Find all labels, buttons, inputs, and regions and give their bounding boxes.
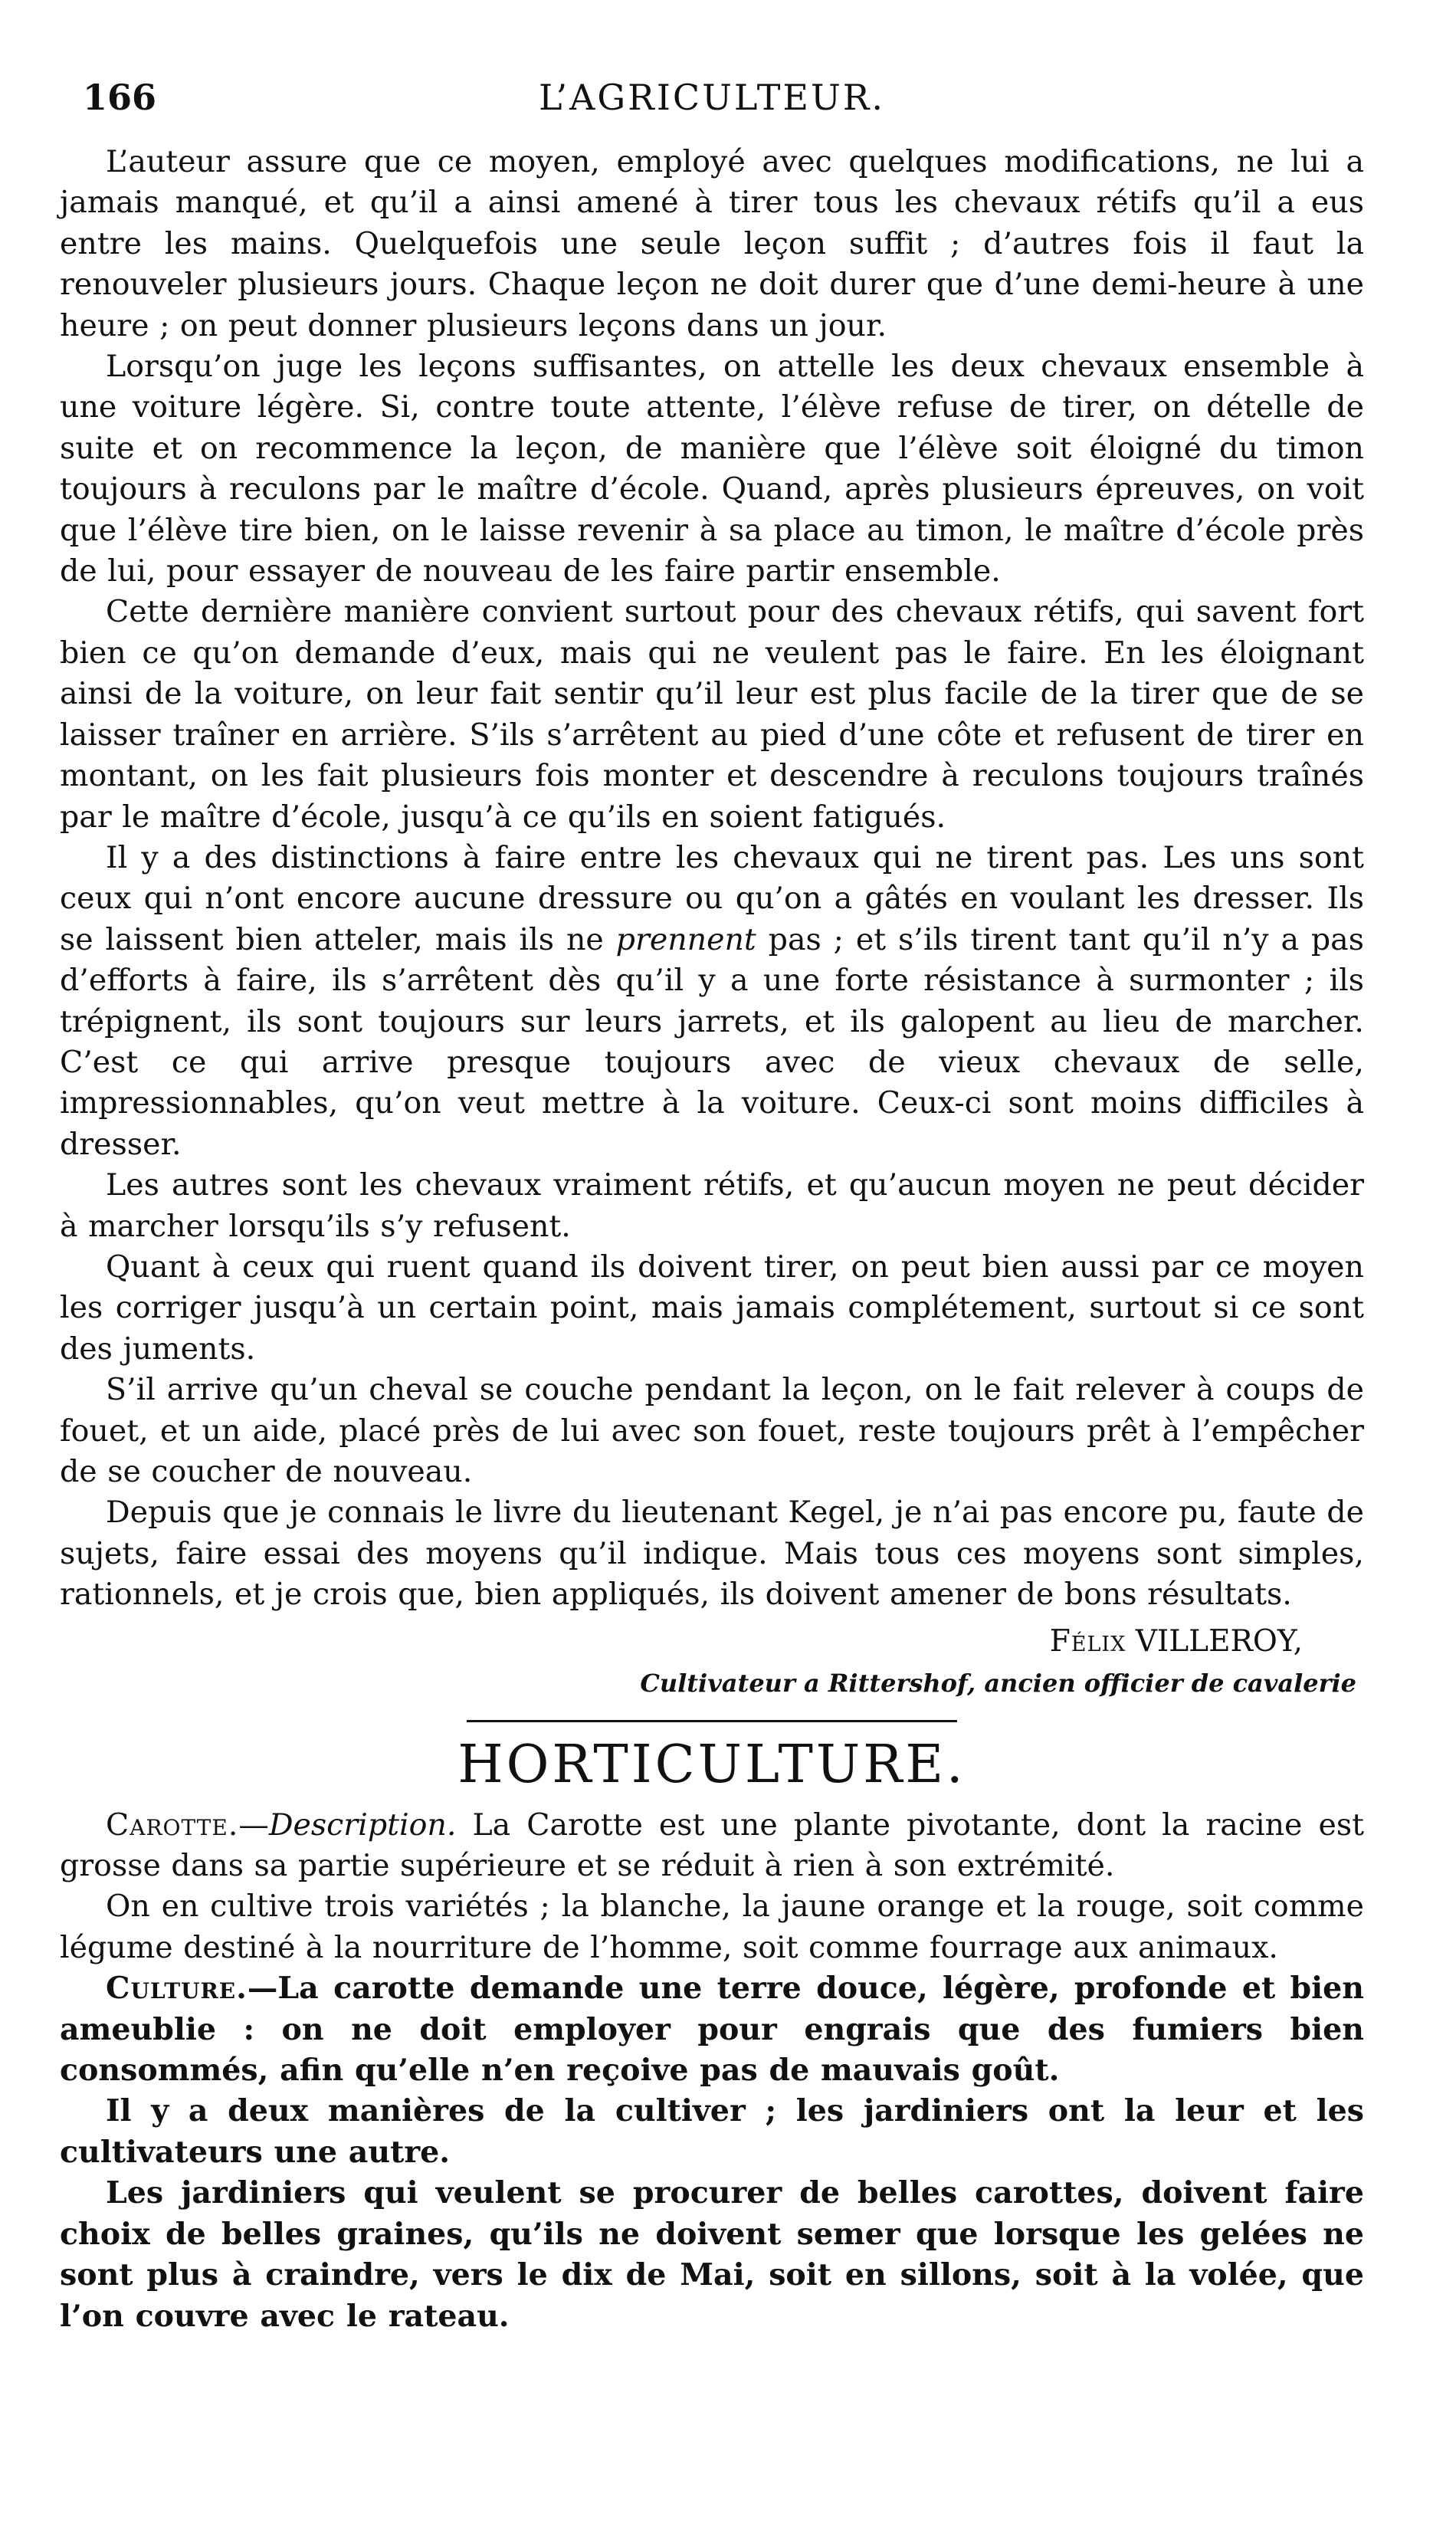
author-signature <box>60 1620 1364 1663</box>
paragraph-truly-restive: Les autres sont les chevaux vraiment rétifs, et qu’aucun moyen ne peut décider à marcher lorsqu’ils s’y refusent. <box>60 1167 1364 1244</box>
distinctions-text-b: pas ; et s’ils tirent tant qu’il n’y a pas d’efforts à faire, ils s’arrêtent dès qu’il y a une forte résistance à surmonter ; ils trépignent, ils sont toujours sur leurs jarrets, et ils galopent au lieu de marcher. C’est ce qui arrive presque toujours avec de vieux chevaux de selle, impressionnables, qu’on veut mettre à la voiture. Ceux-ci sont moins difficiles à dresser. <box>60 921 1364 1162</box>
paragraph-method-result: L’auteur assure que ce moyen, employé avec quelques modifications, ne lui a jamais manqué, et qu’il a ainsi amené à tirer tous les chevaux rétifs qu’il a eus entre les mains. Quelquefois une seule leçon suffit ; d’autres fois il faut la renouveler plusieurs jours. Chaque leçon ne doit durer que d’une demi-heure à une heure ; on peut donner plusieurs leçons dans un jour. <box>60 144 1364 343</box>
culture-text: —La carotte demande une terre douce, légère, profonde et bien ameublie : on ne doit employer pour engrais que des fumiers bien consommés, afin qu’elle n’en reçoive pas de mauvais goût. <box>60 1971 1364 2089</box>
author-affiliation: Cultivateur a Rittershof, ancien officier de cavalerie <box>640 1668 1356 1698</box>
paragraph-gardeners: Les jardiniers qui veulent se procurer de belles carottes, doivent faire choix de belles graines, qu’ils ne doivent semer que lorsque les gelées ne sont plus à craindre, vers le dix de Mai, soit en sillons, soit à la volée, que l’on couvre avec le rateau. <box>60 2175 1364 2334</box>
paragraph-harnessing: Lorsqu’on juge les leçons suffisantes, on attelle les deux chevaux ensemble à une voiture légère. Si, contre toute attente, l’élève refuse de tirer, on dételle de suite et on recommence la leçon, de manière que l’élève soit éloigné du timon toujours à reculons par le maître d’école. Quand, après plusieurs épreuves, on voit que l’élève tire bien, on le laisse revenir à sa place au timon, le maître d’école près de lui, pour essayer de nouveau de les faire partir ensemble. <box>60 349 1364 589</box>
paragraph-culture <box>60 1968 1364 2091</box>
paragraph-lying-down: S’il arrive qu’un cheval se couche pendant la leçon, on le fait relever à coups de fouet, et un aide, placé près de lui avec son fouet, reste toujours prêt à l’empêcher de se coucher de nouveau. <box>60 1372 1364 1489</box>
paragraph-varieties: On en cultive trois variétés ; la blanche, la jaune orange et la rouge, soit comme légume destiné à la nourriture de l’homme, soit comme fourrage aux animaux. <box>60 1889 1364 1965</box>
author-last-name: VILLEROY, <box>1135 1623 1303 1659</box>
paragraph-restive-horses: Cette dernière manière convient surtout pour des chevaux rétifs, qui savent fort bien ce qu’on demande d’eux, mais qui ne veulent pas le faire. En les éloignant ainsi de la voiture, on leur fait sentir qu’il leur est plus facile de la tirer que de se laisser traîner en arrière. S’ils s’arrêtent au pied d’une côte et refusent de tirer en montant, on les fait plusieurs fois monter et descendre à reculons toujours traînés par le maître d’école, jusqu’à ce qu’ils en soient fatigués. <box>60 594 1364 835</box>
distinctions-text-a: Il y a des distinctions à faire entre les chevaux qui ne tirent pas. Les uns sont ceux qui n’ont encore aucune dressure ou qu’on a gâtés en voulant les dresser. Ils se laissent bien atteler, mais ils ne <box>60 839 1364 957</box>
page-number: 166 <box>83 77 157 118</box>
paragraph-distinctions <box>60 838 1364 1165</box>
paragraph-kicking: Quant à ceux qui ruent quand ils doivent tirer, on peut bien aussi par ce moyen les corriger jusqu’à un certain point, mais jamais complétement, surtout si ce sont des juments. <box>60 1249 1364 1367</box>
journal-title: L’AGRICULTEUR. <box>539 77 885 118</box>
section-divider <box>467 1720 957 1722</box>
carotte-description-text: La Carotte est une plante pivotante, dont la racine est grosse dans sa partie supérieure et se réduit à rien à son extrémité. <box>60 1807 1364 1884</box>
section-title: HORTICULTURE. <box>457 1734 966 1795</box>
culture-label: Culture. <box>106 1971 248 2007</box>
article-body <box>60 142 1364 1703</box>
paragraph-two-ways: Il y a deux manières de la cultiver ; les jardiniers ont la leur et les cultivateurs une autre. <box>60 2093 1364 2170</box>
author-first-name: Félix <box>1049 1623 1126 1659</box>
carotte-dash: — <box>238 1807 269 1843</box>
running-header <box>60 73 1364 134</box>
paragraph-conclusion: Depuis que je connais le livre du lieutenant Kegel, je n’ai pas encore pu, faute de sujets, faire essai des moyens qu’il indique. Mais tous ces moyens sont simples, rationnels, et je crois que, bien appliqués, ils doivent amener de bons résultats. <box>60 1495 1364 1613</box>
carotte-subheading: Description. <box>268 1807 457 1843</box>
carotte-label: Carotte. <box>106 1807 239 1843</box>
emphasis-prennent: prennent <box>615 921 756 957</box>
paragraph-carotte-description <box>60 1805 1364 1887</box>
horticulture-body <box>60 1805 1364 2337</box>
